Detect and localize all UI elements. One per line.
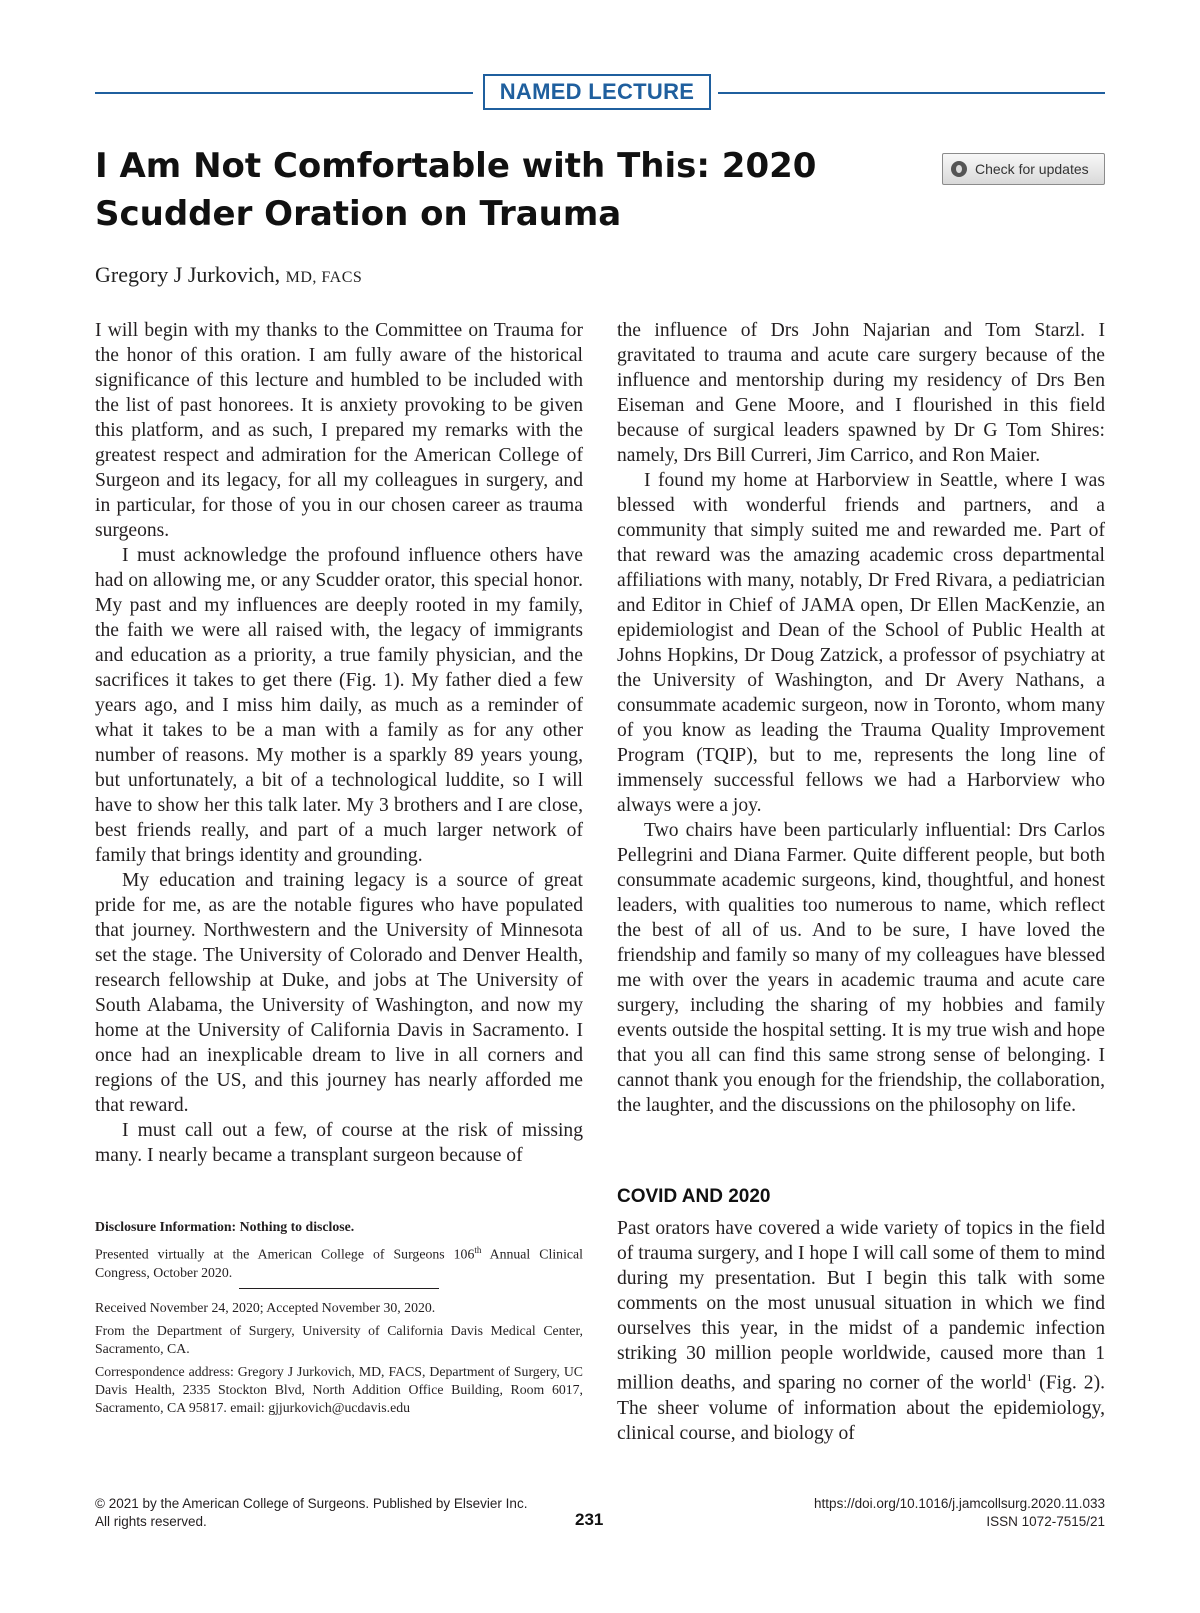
note-superscript: th (474, 1245, 482, 1255)
paragraph: the influence of Drs John Najarian and Tom Starzl. I gravitated to trauma and acute care surgery because of the influence and mentorship during my residency of Drs Ben Eiseman and Gene Moore, and I flourished in this field because of surgical leaders spawned by Dr G Tom Shires: namely, Drs Bill Curreri, Jim Carrico, and Ron Maier. (617, 320, 1105, 466)
note-text: Annual Clinical Congress, October 2020. (95, 1246, 583, 1280)
footer-right (700, 1495, 1105, 1531)
header-rule-left (95, 92, 473, 94)
header-rule-right (718, 92, 1105, 94)
paragraph-text: Past orators have covered a wide variety of topics in the field of trauma surgery, and I hope I will call some of them to mind during my presentation. But I begin this talk with some comments on the most unusual situation in which we find ourselves this year, in the midst of a pandemic infection striking 30 million people worldwide, caused more than 1 million deaths, and sparing no corner of the world (617, 1218, 1105, 1394)
body-column-right (617, 318, 1105, 1118)
affiliation-note: From the Department of Surgery, University of California Davis Medical Center, Sacramento, CA. (95, 1322, 583, 1356)
presented-note (95, 1241, 583, 1282)
paragraph: I found my home at Harborview in Seattle, where I was blessed with wonderful friends and partners, and a community that simply suited me and rewarded me. Part of that reward was the amazing academic cross departmental affiliations with many, notably, Dr Fred Rivara, a pediatrician and Editor in Chief of JAMA open, Dr Ellen MacKenzie, an epidemiologist and Dean of the School of Public Health at Johns Hopkins, Dr Doug Zatzick, a professor of psychiatry at the University of Washington, and Dr Avery Nathans, a consummate academic surgeon, now in Toronto, whom many of you know as leading the Trauma Quality Improvement Program (TQIP), but to me, represents the long line of immensely successful fellows we had a Harborview who always were a joy. (617, 470, 1105, 816)
received-note: Received November 24, 2020; Accepted November 30, 2020. (95, 1299, 436, 1315)
author-degrees: MD, FACS (285, 269, 363, 286)
reference-marker: 1 (1026, 1372, 1033, 1384)
paragraph: My education and training legacy is a source of great pride for me, as are the notable figures who have populated that journey. Northwestern and the University of Minnesota set the stage. The University of Colorado and Denver Health, research fellowship at Duke, and jobs at The University of South Alabama, the University of Washington, and now my home at the University of California Davis in Sacramento. I once had an inexplicable dream to live in all corners and regions of the US, and this journey has nearly afforded me that reward. (95, 870, 583, 1116)
check-for-updates-button[interactable] (942, 153, 1105, 185)
paragraph-text: (Fig. 2). The sheer volume of information about the epidemiology, clinical course, and biology of (617, 1372, 1106, 1444)
paragraph: I must acknowledge the profound influence others have had on allowing me, or any Scudder orator, this special honor. My past and my influences are deeply rooted in my family, the faith we were all raised with, the legacy of immigrants and education as a priority, a true family physician, and the sacrifices it takes to get there (Fig. 1). My father died a few years ago, and I miss him daily, as much as a reminder of what it takes to be a man with a family as for any other number of reasons. My mother is a sparkly 89 years young, but unfortunately, a bit of a technological luddite, so I will have to show her this talk later. My 3 brothers and I are close, best friends really, and part of a much larger network of family that brings identity and grounding. (95, 545, 583, 866)
section-heading: COVID AND 2020 (617, 1186, 771, 1207)
note-text: Presented virtually at the American College of Surgeons 106 (95, 1246, 475, 1262)
footer-left (95, 1495, 527, 1531)
author-line (95, 262, 362, 288)
check-for-updates-label: Check for updates (975, 161, 1089, 177)
body-column-right-continued (617, 1216, 1105, 1446)
doi-link[interactable]: https://doi.org/10.1016/j.jamcollsurg.2020.11.033 (814, 1496, 1105, 1511)
page-number: 231 (575, 1510, 604, 1529)
notes-divider (239, 1288, 439, 1289)
article-notes (95, 1218, 583, 1422)
paragraph: I will begin with my thanks to the Committee on Trauma for the honor of this oration. I am fully aware of the historical significance of this lecture and humbled to be included with the list of past honorees. It is anxiety provoking to be given this platform, and as such, I prepared my remarks with the greatest respect and admiration for the American College of Surgeon and its legacy, for all my colleagues in surgery, and in particular, for those of you in our chosen career as trauma surgeons. (95, 320, 583, 541)
issn-text: ISSN 1072-7515/21 (986, 1514, 1105, 1529)
paragraph: Two chairs have been particularly influential: Drs Carlos Pellegrini and Diana Farmer. Quite different people, but both consummate academic surgeons, kind, thoughtful, and honest leaders, with qualities too numerous to name, which reflect the best of all of us. And to be sure, I have loved the friendship and family so many of my colleagues have blessed me with over the years in academic trauma and acute care surgery, including the sharing of my hobbies and family events outside the hospital setting. It is my true wish and hope that you all can find this same strong sense of belonging. I cannot thank you enough for the friendship, the collaboration, the laughter, and the discussions on the philosophy on life. (617, 820, 1105, 1116)
copyright-text: © 2021 by the American College of Surgeons. Published by Elsevier Inc. (95, 1496, 528, 1511)
check-circle-icon (951, 161, 967, 177)
paragraph: I must call out a few, of course at the risk of missing many. I nearly became a transplant surgeon because of (95, 1120, 583, 1166)
author-name: Gregory J Jurkovich, (95, 262, 281, 287)
body-column-left (95, 318, 583, 1168)
disclosure-note: Disclosure Information: Nothing to disclose. (95, 1219, 355, 1234)
correspondence-note: Correspondence address: Gregory J Jurkovich, MD, FACS, Department of Surgery, UC Davis Health, 2335 Stockton Blvd, North Addition Office Building, Room 6017, Sacramento, CA 95817. email: gjjurkovich@ucdavis.edu (95, 1363, 583, 1415)
section-tag: NAMED LECTURE (483, 74, 711, 110)
paragraph (617, 1216, 1105, 1446)
article-title: I Am Not Comfortable with This: 2020 Scudder Oration on Trauma (95, 146, 817, 234)
rights-text: All rights reserved. (95, 1514, 207, 1529)
